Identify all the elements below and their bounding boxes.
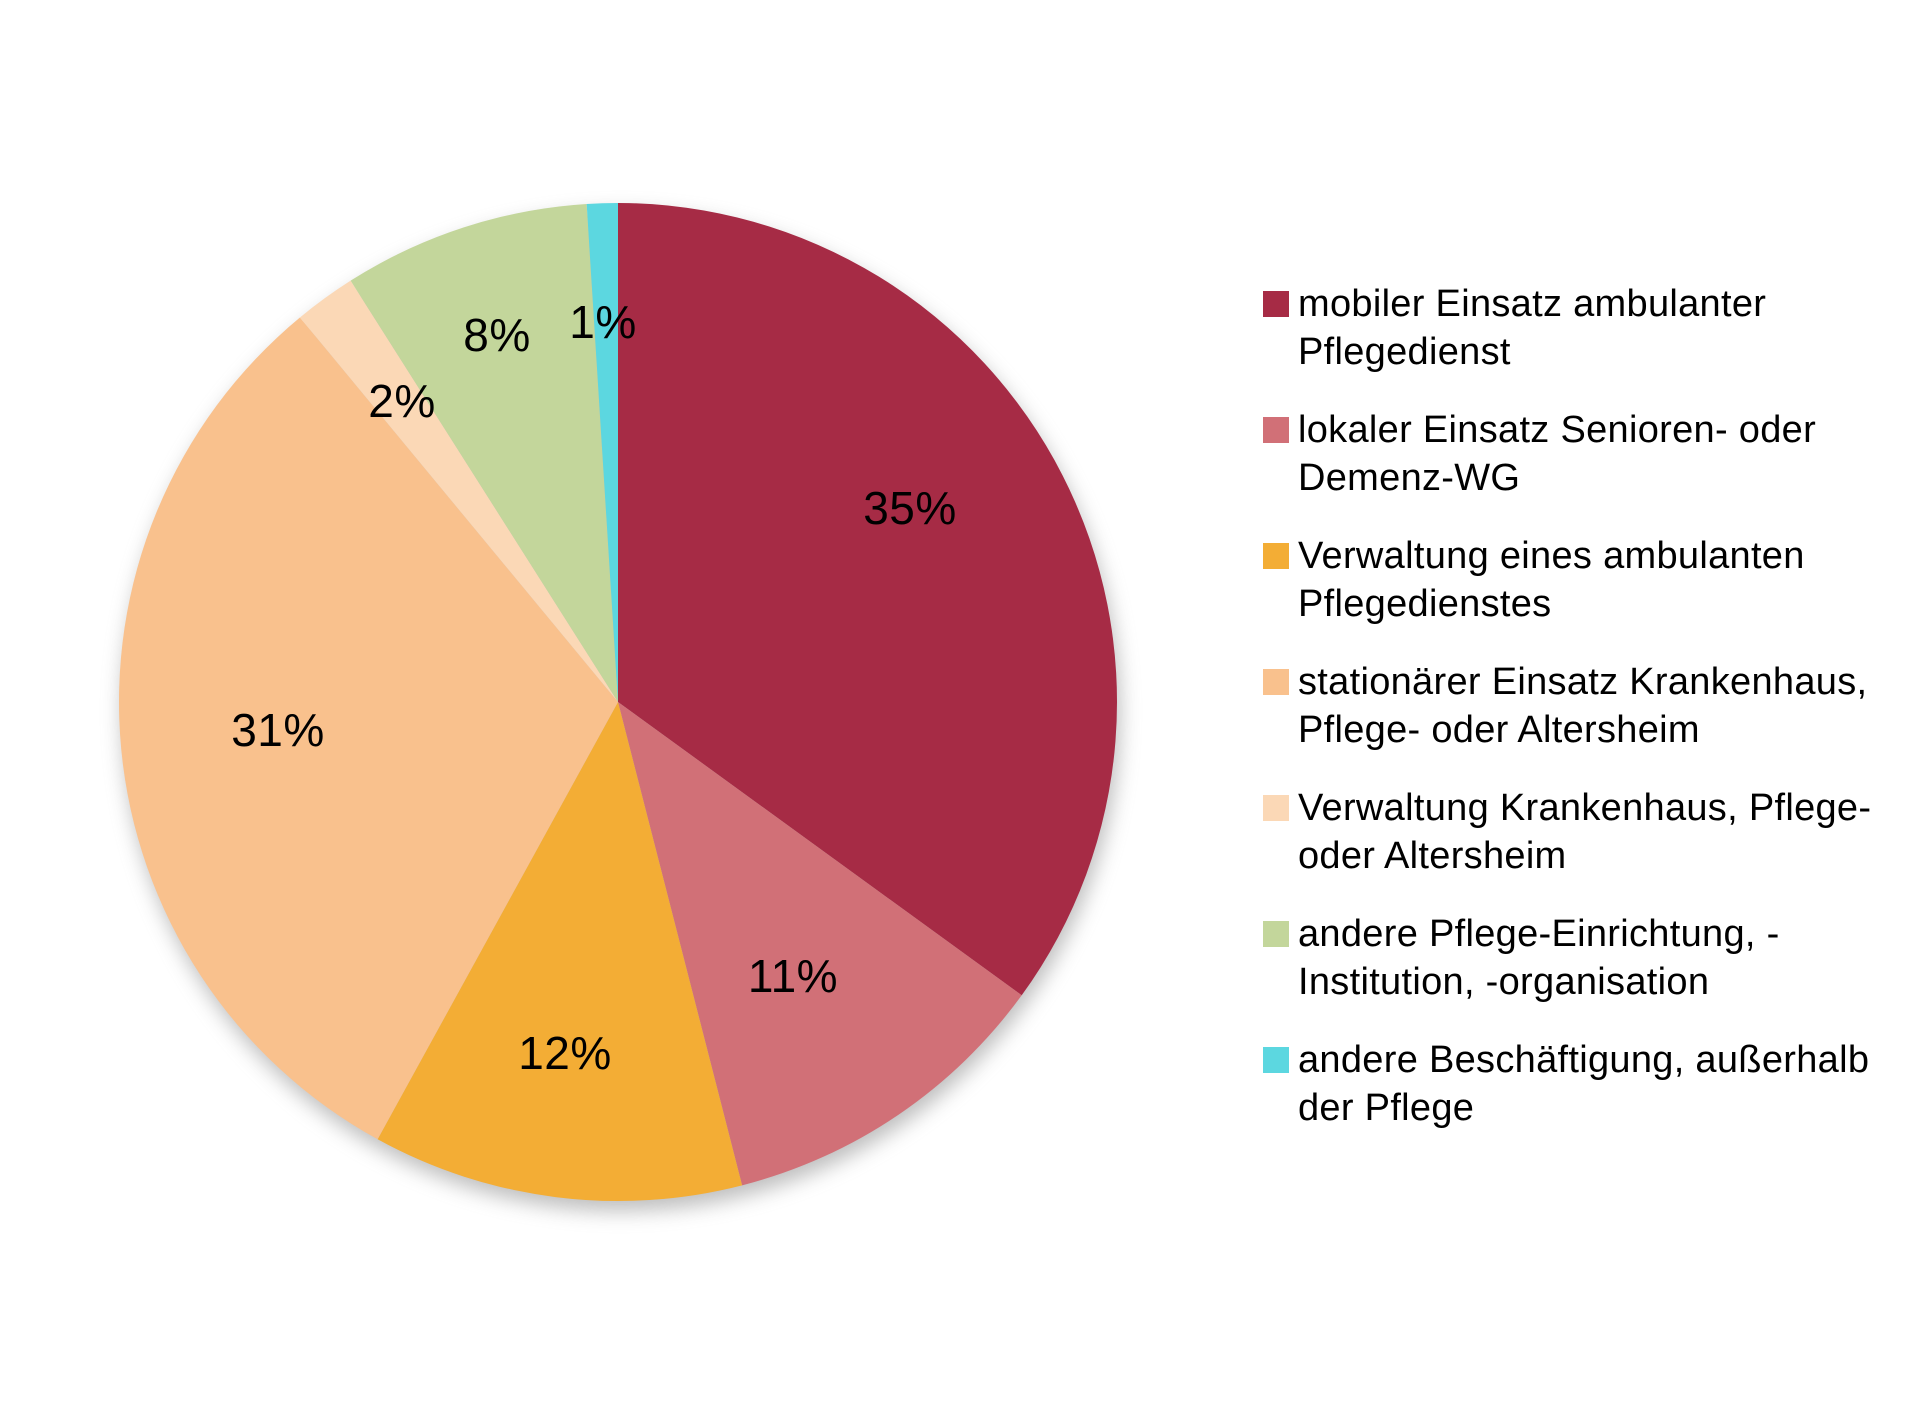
slice-percentage-label: 11% <box>747 950 839 1002</box>
legend-item <box>1263 784 1903 880</box>
legend-swatch <box>1263 669 1289 695</box>
legend-label <box>1298 532 1805 628</box>
legend-item <box>1263 532 1903 628</box>
pie-slices <box>119 203 1117 1201</box>
legend-item <box>1263 658 1903 754</box>
legend-label-line2: oder Altersheim <box>1298 835 1567 877</box>
legend-label-line1: andere Pflege-Einrichtung, - <box>1298 913 1780 955</box>
slice-percentage-label: 2% <box>368 375 436 427</box>
slice-percentage-label: 12% <box>518 1027 612 1079</box>
legend-label-line2: Demenz-WG <box>1298 457 1521 499</box>
legend-item <box>1263 406 1903 502</box>
legend-swatch <box>1263 921 1289 947</box>
legend-label-line2: Pflege- oder Altersheim <box>1298 709 1700 751</box>
legend-swatch <box>1263 417 1289 443</box>
legend-item <box>1263 1036 1903 1132</box>
legend-item <box>1263 910 1903 1006</box>
slice-percentage-label: 35% <box>863 482 957 534</box>
legend-label-line1: stationärer Einsatz Krankenhaus, <box>1298 661 1868 703</box>
legend-swatch <box>1263 1047 1289 1073</box>
legend-label <box>1298 1036 1869 1132</box>
legend-label-line2: der Pflege <box>1298 1087 1475 1129</box>
legend-label <box>1298 406 1816 502</box>
slice-percentage-label: 31% <box>231 704 325 756</box>
legend-label <box>1298 910 1780 1006</box>
legend-label-line1: Verwaltung Krankenhaus, Pflege- <box>1298 787 1872 829</box>
legend-label-line1: mobiler Einsatz ambulanter <box>1298 283 1767 325</box>
legend-label-line1: andere Beschäftigung, außerhalb <box>1298 1039 1870 1081</box>
legend-label-line2: Pflegedienst <box>1298 331 1511 373</box>
slice-percentage-label: 1% <box>569 296 637 348</box>
legend-label <box>1298 658 1867 754</box>
legend-label-line2: Pflegedienstes <box>1298 583 1552 625</box>
legend-swatch <box>1263 291 1289 317</box>
legend-label-line1: Verwaltung eines ambulanten <box>1298 535 1805 577</box>
legend-swatch <box>1263 543 1289 569</box>
legend-item <box>1263 280 1903 376</box>
legend-label <box>1298 280 1766 376</box>
legend <box>1263 280 1903 1162</box>
legend-label-line1: lokaler Einsatz Senioren- oder <box>1298 409 1817 451</box>
legend-swatch <box>1263 795 1289 821</box>
legend-label-line2: Institution, -organisation <box>1298 961 1710 1003</box>
slice-percentage-label: 8% <box>463 309 531 361</box>
legend-label <box>1298 784 1871 880</box>
